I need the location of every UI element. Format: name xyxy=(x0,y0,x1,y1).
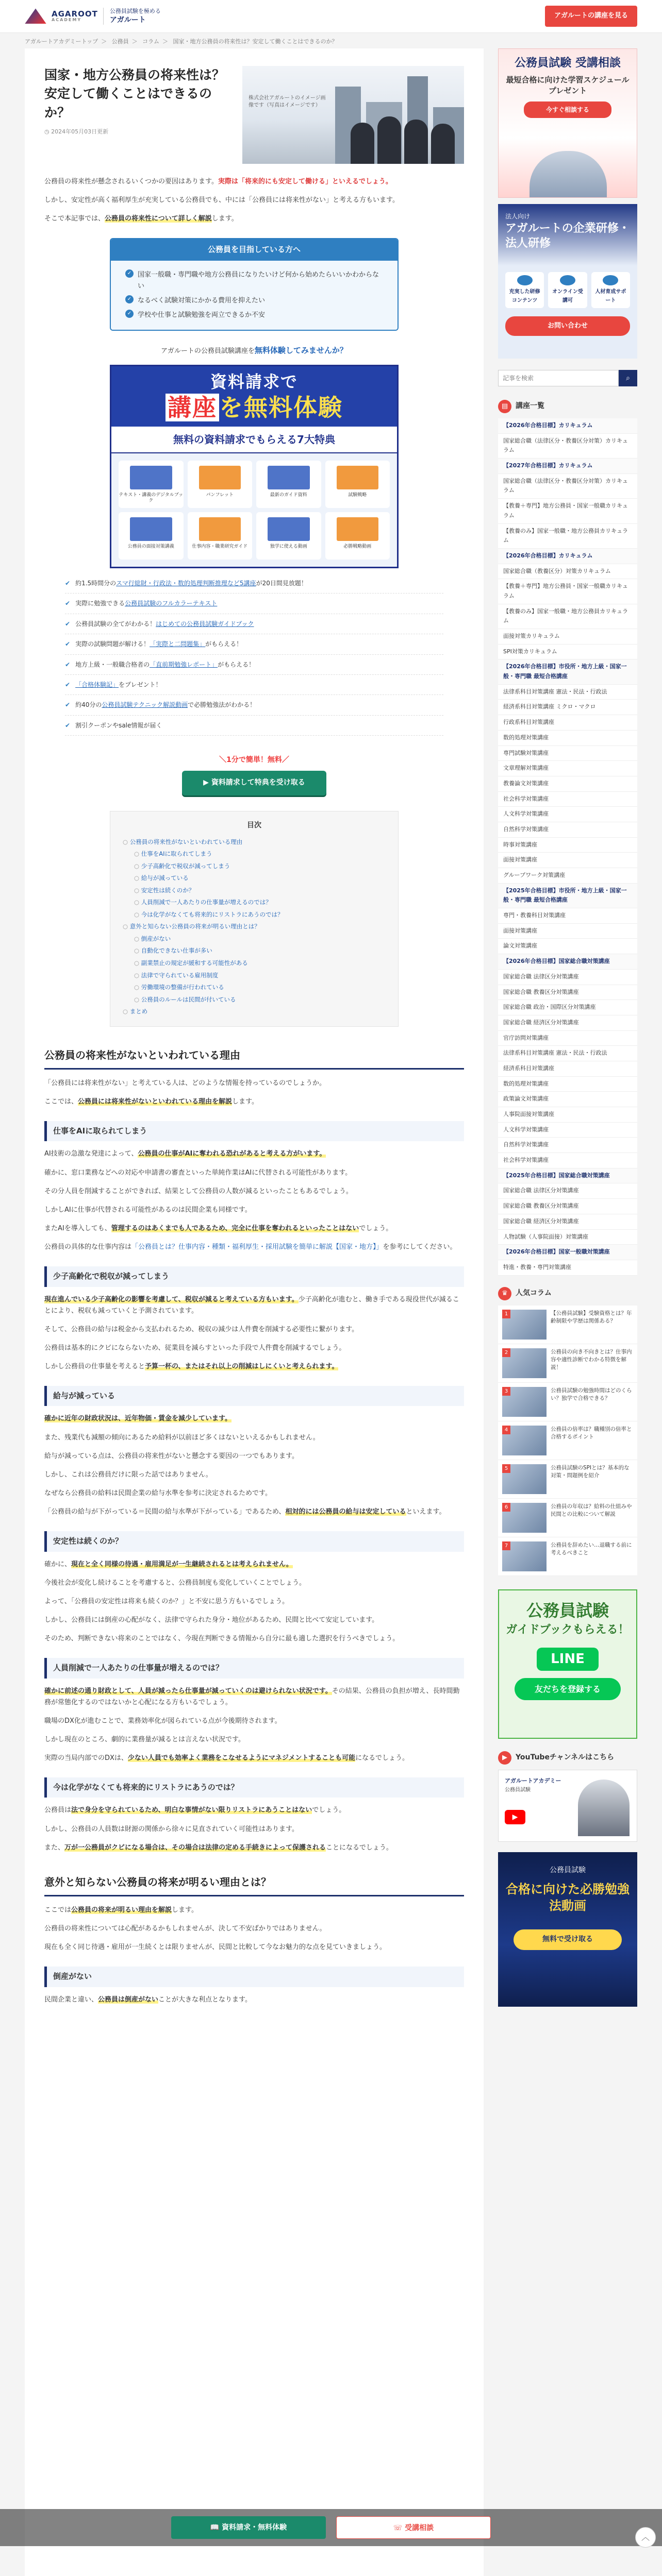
column-thumbnail xyxy=(502,1464,547,1494)
course-link[interactable]: 自然科学対策講座 xyxy=(498,822,637,838)
youtube-widget: ▶ YouTubeチャンネルはこちら アガルートアカデミー 公務員試験 ▶ xyxy=(498,1751,637,1842)
paragraph: 「公務員には将来性がない」と考えている人は、どのような情報を持っているのでしょうか。 xyxy=(44,1079,326,1087)
subsection-heading: 今は化学がなくても将来的にリストラにあうのでは？ xyxy=(44,1777,464,1798)
benefit-row: ✔ 地方上級・一般職合格者の「直前期勉強レポート」がもらえる！ xyxy=(65,655,443,675)
float-request-button[interactable]: 📖 資料請求・無料体験 xyxy=(171,2516,326,2539)
benefit-row: ✔ 実際の試験問題が解ける！「実際と二問題集」がもらえる！ xyxy=(65,634,443,654)
youtube-icon: ▶ xyxy=(498,1751,511,1765)
subsection-heading: 倒産がない xyxy=(44,1967,464,1987)
paragraph: そのため、判断できない将来のことではなく、今現在判断できる情報から自分に最も適した選択を行うべきでしょう。 xyxy=(44,1634,400,1642)
course-link[interactable]: 国家総合職 政治・国際区分対策講座 xyxy=(498,1000,637,1015)
crown-icon: ♛ xyxy=(498,1287,511,1300)
course-link[interactable]: 専門・教養科目対策講座 xyxy=(498,908,637,924)
kit-item: パンフレット xyxy=(188,461,253,508)
line-banner[interactable]: 公務員試験 ガイドブックもらえる！ LINE 友だちを登録する xyxy=(498,1589,637,1739)
inline-link[interactable]: 「公務員とは？仕事内容・種類・福利厚生・採用試験を簡単に解説【国家・地方】」 xyxy=(131,1243,383,1251)
search-box xyxy=(498,370,637,386)
rank-badge: 6 xyxy=(502,1503,510,1512)
check-icon: ✔ xyxy=(65,600,71,607)
course-group: 【2025年合格目標】市役所・地方上級・国家一般・専門職 最短合格講座 xyxy=(498,884,637,908)
toc-entry[interactable]: ○ 人員削減で一人あたりの仕事量が増えるのでは？ xyxy=(123,896,386,909)
popular-columns-heading: ♛ 人気コラム xyxy=(498,1287,637,1300)
toc-title: 目次 xyxy=(247,821,261,829)
page-title: 国家・地方公務員の将来性は？安定して働くことはできるのか？ xyxy=(44,67,225,120)
toc-entry[interactable]: ○ 少子高齢化で税収が減ってしまう xyxy=(123,860,386,873)
course-link[interactable]: 文章理解対策講座 xyxy=(498,761,637,776)
paragraph: よって、「公務員の安定性は将来も続くのか？」と不安に思う方もいるでしょう。 xyxy=(44,1597,289,1605)
column-item[interactable] xyxy=(498,1306,637,1344)
column-item[interactable] xyxy=(498,1421,637,1460)
promo-box xyxy=(110,238,399,331)
column-thumbnail xyxy=(502,1348,547,1378)
benefit-row: ✔ 約1.5時間分のスマ行総財・行政法・数的処理判断推理など5講座が20日間見放題！ xyxy=(65,573,443,594)
benefit-kit xyxy=(111,453,397,567)
training-feature: 人材育成サポート xyxy=(591,272,630,308)
toc-entry[interactable]: ○ 仕事をAIに取られてしまう xyxy=(123,848,386,860)
paragraph: 公務員は基本的にクビにならないため、従業員を減らすといった手段で人件費を削減するでしょう。 xyxy=(44,1344,346,1352)
paragraph: 今後社会が変化し続けることを考慮すると、公務員制度も変化していくことでしょう。 xyxy=(44,1579,306,1587)
promo-item: ✓ 国家一般職・専門職や地方公務員になりたいけど何から始めたらいいかわからない xyxy=(125,268,383,294)
course-link[interactable]: 行政系科目対策講座 xyxy=(498,715,637,731)
free-trial-link[interactable]: 無料体験してみませんか？ xyxy=(254,346,347,355)
course-link[interactable]: 人文科学対策講座 xyxy=(498,807,637,822)
check-icon: ✔ xyxy=(65,681,71,688)
course-link[interactable]: 国家総合職 法律区分対策講座 xyxy=(498,970,637,985)
toc-entry[interactable]: ○ 倒産がない xyxy=(123,933,386,945)
course-link[interactable]: 面接対策講座 xyxy=(498,853,637,868)
column-item[interactable] xyxy=(498,1460,637,1499)
paragraph: 確かに前述の通り財政として、人員が減ったら仕事量が減っていくのは避けられない状況です。その結果、公務員の負担が増え、長時間勤務が常態化するのではないかと心配になる方もいるでしょう。 xyxy=(44,1687,460,1706)
section-heading: 公務員の将来性がないといわれている理由 xyxy=(44,1042,464,1070)
benefit-row: ✔ 「合格体験記」をプレゼント！ xyxy=(65,675,443,695)
book-icon: ▤ xyxy=(498,400,511,413)
header-cta-button[interactable]: アガルートの講座を見る xyxy=(545,6,637,26)
course-link[interactable]: 国家総合職 教養区分対策講座 xyxy=(498,1199,637,1214)
course-group: 【2026年合格目標】国家総合職対策講座 xyxy=(498,954,637,970)
course-link[interactable]: 【教養＋専門】地方公務員・国家一般職カリキュラム xyxy=(498,499,637,523)
paragraph: 公務員の具体的な仕事内容は「公務員とは？仕事内容・種類・福利厚生・採用試験を簡単に解説【国家・地方】」を参考にしてください。 xyxy=(44,1243,457,1251)
paragraph: 公務員は法で身分を守られているため、明白な事情がない限りリストラにあうことはないでしょう。 xyxy=(44,1806,346,1815)
subsection-heading: 仕事をAIに取られてしまう xyxy=(44,1121,464,1142)
youtube-card[interactable]: アガルートアカデミー 公務員試験 ▶ xyxy=(498,1770,637,1842)
course-link[interactable]: 国家総合職 教養区分対策講座 xyxy=(498,985,637,1001)
course-link[interactable]: 経済系科目対策講座 ミクロ・マクロ xyxy=(498,700,637,715)
header-tagline: 公務員試験を極める アガルート xyxy=(103,8,161,24)
subsection-heading: 少子高齢化で税収が減ってしまう xyxy=(44,1266,464,1287)
check-icon: ✔ xyxy=(65,701,71,709)
course-link[interactable]: 面接対策講座 xyxy=(498,924,637,939)
check-icon: ✔ xyxy=(65,640,71,648)
paragraph: 公務員の将来性については心配があるかもしれませんが、決して不安ばかりではありません。 xyxy=(44,1924,326,1933)
toc-entry[interactable]: ○ 公務員の将来性がないといわれている理由 xyxy=(123,836,386,849)
paragraph: 実際の当局内部でのDXは、少ない人員でも効率よく業務をこなせるようにマネジメントすることも可能になるでしょう。 xyxy=(44,1754,409,1762)
course-link[interactable]: 国家総合職 経済区分対策講座 xyxy=(498,1015,637,1031)
course-link[interactable]: 国家総合職（教養区分）対策カリキュラム xyxy=(498,564,637,580)
paragraph: しかし、公務員の人員数は財源の関係から徐々に見直されていく可能性はあります。 xyxy=(44,1825,299,1833)
check-icon: ✔ xyxy=(65,660,71,668)
float-consult-button[interactable]: ☏ 受講相談 xyxy=(336,2516,491,2539)
logo-mark-icon xyxy=(25,8,46,24)
updated-date: ◷ 2024年05月03日更新 xyxy=(44,128,109,135)
kit-item: テキスト・講義のデジタルブック xyxy=(119,461,184,508)
course-group: 【2026年合格目標】市役所・地方上級・国家一般・専門職 最短合格講座 xyxy=(498,659,637,684)
play-icon: ▶ xyxy=(505,1810,525,1824)
course-link[interactable]: 【教養のみ】国家一般職・地方公務員カリキュラム xyxy=(498,524,637,549)
rank-badge: 3 xyxy=(502,1387,510,1396)
banner-line1: 資料請求で xyxy=(210,371,298,392)
course-link[interactable]: 面接対策カリキュラム xyxy=(498,629,637,645)
rank-badge: 2 xyxy=(502,1348,510,1357)
floating-cta-bar xyxy=(0,2509,662,2546)
request-materials-button[interactable]: ▶ 資料請求して特典を受け取る xyxy=(182,771,326,795)
search-input[interactable] xyxy=(498,370,619,386)
course-link[interactable]: 国家総合職 経済区分対策講座 xyxy=(498,1214,637,1230)
sidebar xyxy=(498,48,637,2576)
training-feature: オンライン受講可 xyxy=(548,272,587,308)
logo-sub: ACADEMY xyxy=(52,18,82,23)
benefit-row: ✔ 約40分の公務員試験テクニック解説動画で必勝勉強法がわかる！ xyxy=(65,695,443,715)
breadcrumb: アガルートアカデミートップ ＞ 公務員 ＞ コラム ＞ 国家・地方公務員の将来性は？安定して働くことはできるのか？ xyxy=(25,38,338,45)
paragraph: 給与が減っている点は、公務員の将来性がないと懸念する要因の一つでもあります。 xyxy=(44,1452,299,1460)
column-title: 公務員試験の勉強時間はどのくらい？独学で合格できる？ xyxy=(551,1387,632,1401)
toc-entry[interactable]: ○ 法律で守られている雇用制度 xyxy=(123,970,386,982)
paragraph: ここでは公務員の将来が明るい理由を解説します。 xyxy=(44,1906,198,1914)
course-link[interactable]: 特進・教養・専門対策講座 xyxy=(498,1260,637,1276)
benefit-row: ✔ 割引クーポンやsale情報が届く xyxy=(65,716,443,736)
paragraph: その分人員を削減することができれば、結果として公務員の人数が減るといったこともあるでしょう。 xyxy=(44,1187,353,1195)
toc-entry[interactable]: ○ 副業禁止の規定が緩和する可能性がある xyxy=(123,957,386,970)
toc-entry[interactable]: ○ 労働環境の整備が行われている xyxy=(123,981,386,994)
column-thumbnail xyxy=(502,1310,547,1340)
course-link[interactable]: 自然科学対策講座 xyxy=(498,1138,637,1153)
paragraph: 現在も全く同じ待遇・雇用が一生続くとは限りませんが、民間と比較して今なお魅力的な点を見ていきましょう。 xyxy=(44,1943,387,1951)
course-link[interactable]: 経済系科目対策講座 xyxy=(498,1061,637,1077)
column-item[interactable] xyxy=(498,1499,637,1537)
benefit-row: ✔ 実際に勉強できる公務員試験のフルカラーテキスト xyxy=(65,594,443,614)
course-link[interactable]: 【教養＋専門】地方公務員・国家一般職カリキュラム xyxy=(498,579,637,604)
course-group: 【2025年合格目標】国家総合職対策講座 xyxy=(498,1168,637,1184)
benefit-list xyxy=(44,568,464,746)
subsection-heading: 人員削減で一人あたりの仕事量が増えるのでは？ xyxy=(44,1658,464,1679)
logo-text: AGAROOT xyxy=(52,9,98,19)
paragraph: 確かに近年の財政状況は、近年物価・賃金を減少しています。 xyxy=(44,1415,231,1423)
course-link[interactable]: 人文科学対策講座 xyxy=(498,1123,637,1138)
paragraph: しかしAIに仕事が代替される可能性があるのは民間企業も同様です。 xyxy=(44,1206,252,1214)
course-link[interactable]: 論文対策講座 xyxy=(498,939,637,954)
banner-free: 無料体験 xyxy=(244,394,343,422)
search-icon[interactable]: ⌕ xyxy=(619,370,637,386)
column-title: 公務員の倍率は？職種別の倍率と合格するポイント xyxy=(551,1426,632,1440)
kit-item: 仕事内容・職業研究ガイド xyxy=(188,512,253,560)
table-of-contents xyxy=(110,811,399,1027)
toc-entry[interactable]: ○ 公務員のルールは民間が付いている xyxy=(123,994,386,1006)
course-group: 【2026年合格目標】カリキュラム xyxy=(498,549,637,564)
toc-entry[interactable]: ○ まとめ xyxy=(123,1006,386,1018)
toc-entry[interactable]: ○ 意外と知らない公務員の将来が明るい理由とは？ xyxy=(123,921,386,933)
study-video-banner[interactable]: 公務員試験 合格に向けた必勝勉強法動画 無料で受け取る xyxy=(498,1852,637,2007)
rank-badge: 7 xyxy=(502,1541,510,1550)
column-title: 【公務員試験】受験資格とは？年齢制限や学歴は関係ある？ xyxy=(551,1310,632,1324)
column-title: 公務員試験のSPIとは？基本的な対策・問題例を紹介 xyxy=(551,1464,630,1479)
lecturer-avatar xyxy=(578,1780,630,1836)
course-link[interactable]: 数的処理対策講座 xyxy=(498,731,637,746)
column-title: 公務員の年収は？給料の仕組みや民間との比較について解説 xyxy=(551,1503,632,1517)
promo-item: ✓ なるべく試験対策にかかる費用を抑えたい xyxy=(125,294,383,308)
course-link[interactable]: 人物試験（人事院面接）対策講座 xyxy=(498,1230,637,1245)
paragraph: 職場のDX化が進むことで、業務効率化が図られている点が今後期待されます。 xyxy=(44,1717,282,1725)
course-link[interactable]: 政策論文対策講座 xyxy=(498,1092,637,1107)
paragraph: しかし現在のところ、劇的に業務量が減るとは言えない状況です。 xyxy=(44,1735,245,1743)
paragraph: 確かに、現在と全く同様の待遇・雇用満足が一生継続されるとは考えられません。 xyxy=(44,1560,293,1568)
consultation-banner[interactable]: 公務員試験 受講相談 最短合格に向けた学習スケジュールプレゼント 今すぐ相談する xyxy=(498,48,637,198)
course-group: 【2026年合格目標】カリキュラム xyxy=(498,418,637,434)
course-link[interactable]: 人事院面接対策講座 xyxy=(498,1107,637,1123)
course-link[interactable]: 教養論文対策講座 xyxy=(498,776,637,792)
column-thumbnail xyxy=(502,1426,547,1455)
subsection-heading: 安定性は続くのか？ xyxy=(44,1531,464,1552)
paragraph: また、残業代も減額の傾向にあるため給料が以前ほど多くはないといえるかもしれません。 xyxy=(44,1433,320,1442)
logo[interactable] xyxy=(25,8,161,24)
kit-item: 必勝戦略動画 xyxy=(325,512,390,560)
course-link[interactable]: 時事対策講座 xyxy=(498,838,637,853)
column-thumbnail xyxy=(502,1387,547,1417)
course-link[interactable]: 国家総合職（法律区分・教養区分対策）カリキュラム xyxy=(498,434,637,459)
course-link[interactable]: 社会科学対策講座 xyxy=(498,1153,637,1168)
course-link[interactable]: 国家総合職（法律区分・教養区分対策）カリキュラム xyxy=(498,474,637,499)
course-group: 【2027年合格目標】カリキュラム xyxy=(498,459,637,474)
section-heading: 意外と知らない公務員の将来が明るい理由とは？ xyxy=(44,1869,464,1896)
paragraph: なぜなら公務員の給料は民間企業の給与水準を参考に決定されるためです。 xyxy=(44,1489,272,1497)
paragraph: 「公務員の給与が下がっている＝民間の給与水準が下がっている」であるため、相対的には公務員の給与は安定しているといえます。 xyxy=(44,1507,446,1516)
free-trial-line: アガルートの公務員試験講座を無料体験してみませんか？ xyxy=(161,346,347,355)
course-link[interactable]: 【教養のみ】国家一般職・地方公務員カリキュラム xyxy=(498,604,637,629)
column-thumbnail xyxy=(502,1503,547,1533)
subsection-heading: 給与が減っている xyxy=(44,1386,464,1406)
promo-box-title: 公務員を目指している方へ xyxy=(111,239,398,261)
article-main xyxy=(25,48,484,2576)
rank-badge: 4 xyxy=(502,1426,510,1434)
check-icon: ✔ xyxy=(65,580,71,587)
hero-caption: 株式会社アガルートのイメージ画像です（写真はイメージです） xyxy=(249,95,326,108)
paragraph: しかし、公務員には倒産の心配がなく、法律で守られた身分・地位があるため、民間と比べて安定しています。 xyxy=(44,1616,379,1624)
course-link[interactable]: 法律系科目対策講座 憲法・民法・行政法 xyxy=(498,1046,637,1061)
paragraph: またAIを導入しても、管理するのはあくまでも人であるため、完全に仕事を奪われるといったことはないでしょう。 xyxy=(44,1224,393,1232)
paragraph: 確かに、窓口業務などへの対応や申請書の審査といった単純作業はAIに代替される可能性があります。 xyxy=(44,1168,352,1177)
person-figure-icon xyxy=(529,151,607,197)
free-trial-banner[interactable]: 資料請求で 講座を無料体験 無料の資料請求でもらえる7大特典 テキスト・講義のデジタルブック パンフレット 最新のガイド資料 試験戦略 公務員の面接対策講義 仕事内容・職業研究ガイド 独学に使える動画 必勝戦略動画 xyxy=(110,365,399,568)
column-title: 公務員の向き不向きとは？仕事内容や適性診断でわかる特徴を解説！ xyxy=(551,1348,632,1370)
breadcrumb-category[interactable]: 公務員 xyxy=(111,38,129,45)
intro-paragraph: 公務員の将来性が懸念されるいくつかの要因はあります。実際は「将来的にも安定して働ける」といえるでしょう。 xyxy=(44,178,392,185)
line-logo-icon: LINE xyxy=(537,1648,599,1670)
column-item[interactable] xyxy=(498,1344,637,1383)
check-icon: ✔ xyxy=(65,620,71,628)
kit-item: 公務員の面接対策講義 xyxy=(119,512,184,560)
course-link[interactable]: 国家総合職 法律区分対策講座 xyxy=(498,1183,637,1199)
toc-entry[interactable]: ○ 自動化できない仕事が多い xyxy=(123,945,386,957)
paragraph: そして、公務員の給与は税金から支払われるため、税収の減少は人件費を削減する必要性に繋がります。 xyxy=(44,1325,359,1333)
popular-columns xyxy=(498,1306,637,1576)
intro-paragraph-3: そこで本記事では、公務員の将来性について詳しく解説します。 xyxy=(44,215,238,223)
intro-paragraph-2: しかし、安定性が高く福利厚生が充実している公務員でも、中には「公務員には将来性がない」と考える方もいます。 xyxy=(44,196,399,205)
breadcrumb-current: 国家・地方公務員の将来性は？安定して働くことはできるのか？ xyxy=(173,38,338,45)
course-link[interactable]: SPI対策カリキュラム xyxy=(498,645,637,660)
banner-course: 講座 xyxy=(166,394,219,421)
toc-entry[interactable]: ○ 今は化学がなくても将来的にリストラにあうのでは？ xyxy=(123,909,386,921)
paragraph: ここでは、公務員には将来性がないといわれている理由を解説します。 xyxy=(44,1097,258,1106)
benefit-row: ✔ 公務員試験の全てがわかる！はじめての公務員試験ガイドブック xyxy=(65,614,443,634)
toc-entry[interactable]: ○ 給与が減っている xyxy=(123,872,386,885)
paragraph: しかし、これは公務員だけに限った話ではありません。 xyxy=(44,1470,212,1479)
course-link[interactable]: 数的処理対策講座 xyxy=(498,1077,637,1092)
rank-badge: 5 xyxy=(502,1464,510,1473)
kit-item: 最新のガイド資料 xyxy=(256,461,321,508)
column-item[interactable] xyxy=(498,1383,637,1421)
paragraph: 民間企業と違い、公務員は倒産がないことが大きな利点となります。 xyxy=(44,1995,252,2004)
column-item[interactable] xyxy=(498,1537,637,1576)
column-title: 公務員を辞めたい…退職する前に考えるべきこと xyxy=(551,1541,632,1556)
toc-entry[interactable]: ○ 安定性は続くのか？ xyxy=(123,885,386,897)
paragraph: AI技術の急激な発達によって、公務員の仕事がAIに奪われる恐れがあると考える方がいます。 xyxy=(44,1150,326,1158)
check-icon: ✔ xyxy=(65,721,71,729)
course-link[interactable]: 社会科学対策講座 xyxy=(498,792,637,807)
breadcrumb-column[interactable]: コラム xyxy=(142,38,160,45)
site-header xyxy=(0,0,662,33)
column-thumbnail xyxy=(502,1541,547,1571)
course-link[interactable]: 官庁訪問対策講座 xyxy=(498,1031,637,1046)
rank-badge: 1 xyxy=(502,1310,510,1318)
training-feature: 充実した研修コンテンツ xyxy=(505,272,544,308)
promo-item: ✓ 学校や仕事と試験勉強を両立できるか不安 xyxy=(125,308,383,323)
kit-item: 試験戦略 xyxy=(325,461,390,508)
free-label: ＼1分で簡単！無料／ xyxy=(219,756,289,765)
course-list xyxy=(498,418,637,1276)
breadcrumb-home[interactable]: アガルートアカデミートップ xyxy=(25,38,98,45)
paragraph: また、万が一公務員がクビになる場合は、その場合は法律の定める手続きによって保護されることになるでしょう。 xyxy=(44,1843,393,1852)
course-link[interactable]: グループワーク対策講座 xyxy=(498,868,637,884)
paragraph: 現在進んでいる少子高齢化の影響を考慮して、税収が減ると考えている方もいます。少子高齢化が進むと、働き手である現役世代が減ることにより、税収も減っていくと予測されています。 xyxy=(44,1295,459,1315)
course-link[interactable]: 専門試験対策講座 xyxy=(498,746,637,761)
corporate-training-banner[interactable]: 法人向け アガルートの企業研修・法人研修 充実した研修コンテンツ オンライン受講可 人材育成サポート お問い合わせ xyxy=(498,204,637,359)
page-top-button[interactable]: ︿ xyxy=(635,2527,656,2548)
course-link[interactable]: 法律系科目対策講座 憲法・民法・行政法 xyxy=(498,685,637,700)
course-group: 【2026年合格目標】国家一般職対策講座 xyxy=(498,1245,637,1260)
kit-item: 独学に使える動画 xyxy=(256,512,321,560)
banner-subtitle: 無料の資料請求でもらえる7大特典 xyxy=(111,427,397,453)
paragraph: しかし公務員の仕事量を考えると予算一杯の、またはそれ以上の削減はしにくいと考えられます。 xyxy=(44,1362,339,1370)
hero-image xyxy=(242,66,464,164)
course-list-heading: ▤ 講座一覧 xyxy=(498,400,637,413)
